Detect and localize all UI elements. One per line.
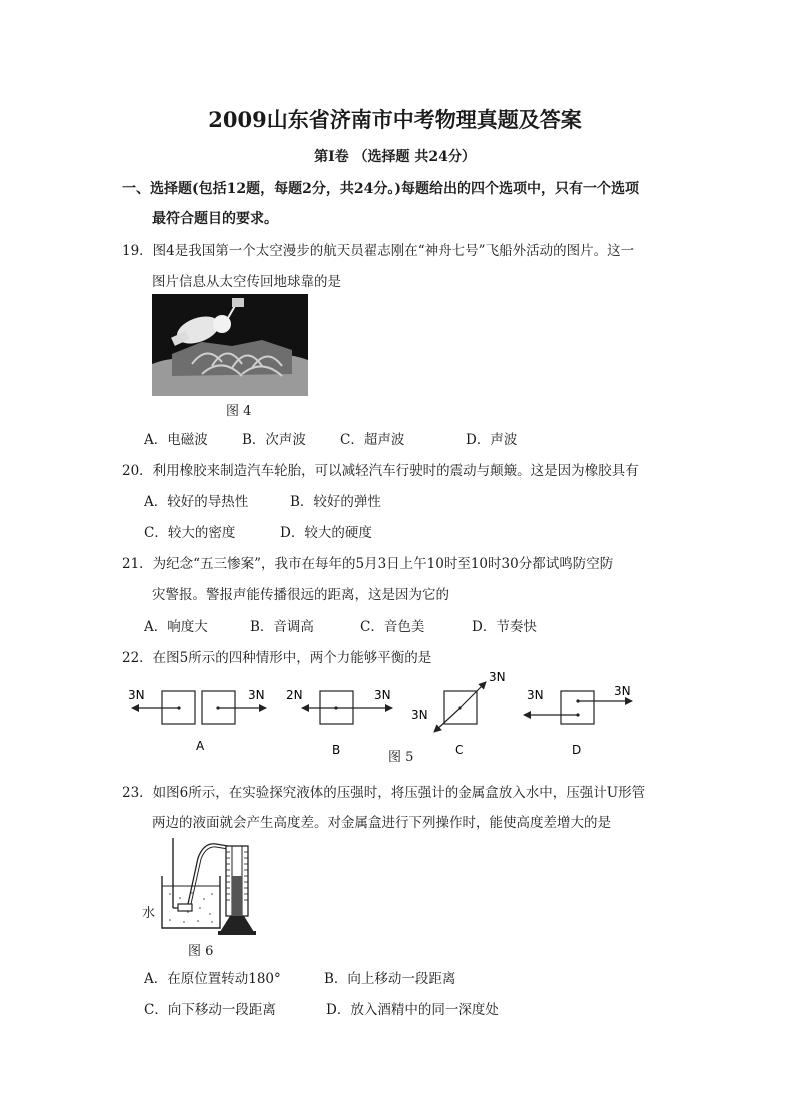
section-instruction-line1: 一、选择题(包括12题，每题2分，共24分。)每题给出的四个选项中，只有一个选项 xyxy=(122,181,639,197)
q19-option-d: D．声波 xyxy=(466,432,518,448)
q23-option-d: D．放入酒精中的同一深度处 xyxy=(326,1002,499,1018)
q20-option-d: D．较大的硬度 xyxy=(280,525,372,541)
panel-a-label: A xyxy=(196,739,205,753)
q23-option-a: A．在原位置转动180° xyxy=(144,971,281,987)
panel-c-label: C xyxy=(455,743,464,757)
panel-c-bottom-force: 3N xyxy=(411,708,428,722)
q19-option-a: A．电磁波 xyxy=(144,432,208,448)
panel-a-right-force: 3N xyxy=(248,688,265,702)
figure-5-panel-d xyxy=(524,684,632,757)
page-subtitle: 第Ⅰ卷 （选择题 共24分） xyxy=(314,149,476,165)
panel-d-label: D xyxy=(572,743,582,757)
panel-b-right-force: 3N xyxy=(374,688,391,702)
q19-option-c: C．超声波 xyxy=(340,432,405,448)
figure-6-caption: 图 6 xyxy=(188,944,214,959)
figure-6-water-label: 水 xyxy=(142,906,156,921)
q20-option-b: B．较好的弹性 xyxy=(290,494,381,510)
q23-text-line1: 23．如图6所示，在实验探究液体的压强时，将压强计的金属盒放入水中，压强计U形管 xyxy=(122,785,646,801)
panel-c-top-force: 3N xyxy=(489,670,506,684)
q23-option-b: B．向上移动一段距离 xyxy=(324,971,456,987)
q23-option-c: C．向下移动一段距离 xyxy=(144,1002,276,1018)
q20-option-c: C．较大的密度 xyxy=(144,525,236,541)
figure-5-panel-c xyxy=(411,670,506,757)
page-title: 2009山东省济南市中考物理真题及答案 xyxy=(208,107,582,132)
q20-option-a: A．较好的导热性 xyxy=(144,494,249,510)
q22-text-line1: 22．在图5所示的四种情形中，两个力能够平衡的是 xyxy=(122,650,432,666)
figure-5-panel-a xyxy=(128,688,266,753)
q19-option-b: B．次声波 xyxy=(242,432,306,448)
q21-option-c: C．音色美 xyxy=(360,619,425,635)
q21-option-b: B．音调高 xyxy=(250,619,314,635)
panel-d-left-force: 3N xyxy=(527,688,544,702)
astronaut-photo xyxy=(152,294,308,396)
figure-5-caption: 图 5 xyxy=(388,750,414,765)
panel-b-label: B xyxy=(332,743,341,757)
figure-5-panel-b xyxy=(286,688,392,757)
figure-4-caption: 图 4 xyxy=(226,404,252,419)
figure-6-pressure-gauge xyxy=(140,836,280,938)
panel-b-left-force: 2N xyxy=(286,688,303,702)
panel-a-left-force: 3N xyxy=(128,688,145,702)
q19-text-line1: 19．图4是我国第一个太空漫步的航天员翟志刚在“神舟七号”飞船外活动的图片。这一 xyxy=(122,243,635,259)
q19-text-line2: 图片信息从太空传回地球靠的是 xyxy=(152,274,341,290)
q23-text-line2: 两边的液面就会产生高度差。对金属盒进行下列操作时，能使高度差增大的是 xyxy=(152,815,611,831)
section-instruction-line2: 最符合题目的要求。 xyxy=(152,211,278,227)
q21-text-line1: 21．为纪念“五三惨案”，我市在每年的5月3日上午10时至10时30分都试鸣防空防 xyxy=(122,556,614,572)
q21-option-d: D．节奏快 xyxy=(472,619,537,635)
panel-d-right-force: 3N xyxy=(614,684,631,698)
q20-text-line1: 20．利用橡胶来制造汽车轮胎，可以减轻汽车行驶时的震动与颠簸。这是因为橡胶具有 xyxy=(122,463,639,479)
q21-option-a: A．响度大 xyxy=(144,619,208,635)
q21-text-line2: 灾警报。警报声能传播很远的距离，这是因为它的 xyxy=(152,587,449,603)
